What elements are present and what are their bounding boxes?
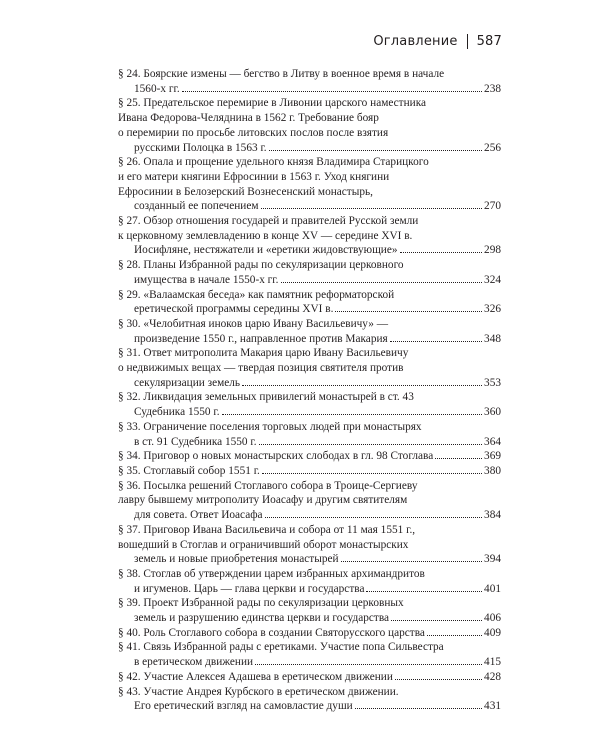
toc-entry[interactable] bbox=[118, 449, 501, 464]
toc-entry-page-number: 431 bbox=[484, 700, 501, 713]
header-separator bbox=[467, 34, 468, 49]
table-of-contents bbox=[118, 67, 501, 714]
toc-entry-page-number: 409 bbox=[484, 626, 501, 639]
toc-entry-line: в еретическом движении bbox=[134, 656, 254, 669]
dot-leader bbox=[341, 561, 483, 562]
toc-entry-line: созданный ее попечением bbox=[134, 200, 259, 213]
toc-entry-page-number: 353 bbox=[484, 376, 501, 389]
toc-entry-line: § 43. Участие Андрея Курбского в еретическом движении. bbox=[118, 685, 399, 698]
toc-entry[interactable] bbox=[118, 567, 501, 596]
toc-entry-line: имущества в начале 1550-х гг. bbox=[134, 273, 279, 286]
toc-entry-line: Иосифляне, нестяжатели и «еретики жидовствующие» bbox=[134, 244, 398, 257]
toc-entry-line: § 34. Приговор о новых монастырских слободах в гл. 98 Стоглава bbox=[118, 450, 434, 463]
toc-entry[interactable] bbox=[118, 214, 501, 258]
dot-leader bbox=[242, 385, 482, 386]
toc-entry-last-line bbox=[134, 699, 501, 714]
toc-entry-last-line bbox=[134, 582, 501, 597]
toc-entry[interactable] bbox=[118, 258, 501, 287]
toc-entry-line: § 31. Ответ митрополита Макария царю Ивану Васильевичу bbox=[118, 347, 409, 360]
toc-entry-last-line bbox=[134, 302, 501, 317]
toc-entry[interactable] bbox=[118, 317, 501, 346]
toc-entry-last-line bbox=[118, 464, 501, 479]
toc-entry[interactable] bbox=[118, 640, 501, 669]
toc-entry-line: § 29. «Валаамская беседа» как памятник реформаторской bbox=[118, 288, 395, 301]
toc-entry-line: § 25. Предательское перемирие в Ливонии царского наместника bbox=[118, 97, 427, 110]
header-section-title: Оглавление bbox=[373, 34, 458, 49]
toc-entry-line: о перемирии по просьбе литовских послов после взятия bbox=[118, 126, 389, 139]
dot-leader bbox=[265, 517, 483, 518]
toc-entry[interactable] bbox=[118, 685, 501, 714]
toc-entry-page-number: 428 bbox=[484, 670, 501, 683]
toc-entry-page-number: 360 bbox=[484, 406, 501, 419]
toc-entry-page-number: 394 bbox=[484, 553, 501, 566]
dot-leader bbox=[269, 150, 482, 151]
toc-entry-last-line bbox=[134, 332, 501, 347]
toc-entry-last-line bbox=[118, 626, 501, 641]
toc-entry-line: § 40. Роль Стоглавого собора в создании Святорусского царства bbox=[118, 626, 425, 639]
toc-entry-line: и игуменов. Царь — глава церкви и государства bbox=[134, 582, 365, 595]
toc-entry-last-line bbox=[134, 376, 501, 391]
toc-entry-last-line bbox=[134, 82, 501, 97]
toc-entry[interactable] bbox=[118, 464, 501, 479]
toc-entry-last-line bbox=[134, 405, 501, 420]
toc-entry-line: и его матери княгини Ефросинии в 1563 г. Уход княгини bbox=[118, 170, 390, 183]
toc-entry-line: земель и разрушению единства церкви и государства bbox=[134, 612, 390, 625]
toc-entry-line: § 28. Планы Избранной рады по секуляризации церковного bbox=[118, 259, 404, 272]
toc-entry-page-number: 401 bbox=[484, 582, 501, 595]
toc-entry[interactable] bbox=[118, 96, 501, 155]
toc-entry[interactable] bbox=[118, 670, 501, 685]
dot-leader bbox=[262, 473, 482, 474]
toc-entry-last-line bbox=[118, 670, 501, 685]
toc-entry-line: Ефросинии в Белозерский Вознесенский монастырь, bbox=[118, 185, 373, 198]
toc-entry-line: секуляризации земель bbox=[134, 376, 241, 389]
toc-entry-line: § 41. Связь Избранной рады с еретиками. Участие попа Сильвестра bbox=[118, 641, 444, 654]
toc-entry-last-line bbox=[134, 199, 501, 214]
toc-entry-line: § 24. Боярские измены — бегство в Литву в военное время в начале bbox=[118, 68, 445, 80]
toc-entry[interactable] bbox=[118, 596, 501, 625]
dot-leader bbox=[281, 282, 483, 283]
dot-leader bbox=[391, 620, 482, 621]
toc-entry[interactable] bbox=[118, 626, 501, 641]
toc-entry-line: § 27. Обзор отношения государей и правителей Русской земли bbox=[118, 215, 419, 228]
toc-entry-last-line bbox=[134, 141, 501, 156]
header-page-number: 587 bbox=[476, 34, 502, 49]
toc-entry-page-number: 238 bbox=[484, 82, 501, 95]
dot-leader bbox=[427, 635, 482, 636]
toc-entry-line: § 26. Опала и прощение удельного князя Владимира Старицкого bbox=[118, 156, 429, 169]
toc-entry-line: § 36. Посылка решений Стоглавого собора в Троице-Сергиеву bbox=[118, 479, 418, 492]
toc-entry-line: произведение 1550 г., направленное против Макария bbox=[134, 332, 388, 345]
dot-leader bbox=[261, 208, 483, 209]
toc-entry-line: § 33. Ограничение поселения торговых людей при монастырях bbox=[118, 420, 422, 433]
toc-entry-line: § 32. Ликвидация земельных привилегий монастырей в ст. 43 bbox=[118, 391, 414, 404]
toc-entry-line: еретической программы середины XVI в. bbox=[134, 303, 334, 316]
toc-entry-line: Ивана Федорова-Челяднина в 1562 г. Требование бояр bbox=[118, 112, 379, 125]
toc-entry-page-number: 380 bbox=[484, 464, 501, 477]
dot-leader bbox=[182, 91, 482, 92]
toc-entry[interactable] bbox=[118, 523, 501, 567]
toc-entry-page-number: 348 bbox=[484, 332, 501, 345]
toc-entry-page-number: 406 bbox=[484, 612, 501, 625]
toc-entry[interactable] bbox=[118, 479, 501, 523]
toc-entry[interactable] bbox=[118, 67, 501, 96]
toc-entry-last-line bbox=[134, 552, 501, 567]
toc-entry[interactable] bbox=[118, 155, 501, 214]
toc-entry-page-number: 298 bbox=[484, 244, 501, 257]
dot-leader bbox=[435, 458, 482, 459]
toc-entry-page-number: 369 bbox=[484, 450, 501, 463]
toc-entry-line: вошедший в Стоглав и ограничивший оборот монастырских bbox=[118, 538, 409, 551]
toc-entry-last-line bbox=[134, 508, 501, 523]
toc-entry-line: § 37. Приговор Ивана Васильевича и собора от 11 мая 1551 г., bbox=[118, 523, 416, 536]
toc-entry-page-number: 256 bbox=[484, 141, 501, 154]
toc-entry-line: о недвижимых вещах — твердая позиция святителя против bbox=[118, 362, 404, 375]
toc-entry-line: Судебника 1550 г. bbox=[134, 406, 220, 419]
dot-leader bbox=[335, 311, 482, 312]
toc-entry-line: § 30. «Челобитная иноков царю Ивану Васильевичу» — bbox=[118, 317, 388, 330]
toc-entry-page-number: 364 bbox=[484, 435, 501, 448]
toc-entry-page-number: 324 bbox=[484, 273, 501, 286]
toc-entry-line: 1560-х гг. bbox=[134, 82, 180, 95]
toc-entry-line: § 38. Стоглав об утверждении царем избранных архимандритов bbox=[118, 567, 425, 580]
toc-entry-last-line bbox=[134, 435, 501, 450]
dot-leader bbox=[255, 664, 482, 665]
toc-entry-last-line bbox=[134, 273, 501, 288]
toc-entry-page-number: 384 bbox=[484, 509, 501, 522]
dot-leader bbox=[366, 591, 482, 592]
toc-entry[interactable] bbox=[118, 390, 501, 419]
dot-leader bbox=[400, 252, 483, 253]
toc-entry-line: § 39. Проект Избранной рады по секуляризации церковных bbox=[118, 597, 404, 610]
toc-entry-last-line bbox=[118, 449, 501, 464]
dot-leader bbox=[390, 341, 482, 342]
toc-entry-last-line bbox=[134, 243, 501, 258]
toc-entry[interactable] bbox=[118, 288, 501, 317]
dot-leader bbox=[395, 679, 482, 680]
toc-entry-line: лавру бывшему митрополиту Иоасафу и другим святителям bbox=[118, 494, 408, 507]
toc-entry-line: земель и новые приобретения монастырей bbox=[134, 553, 339, 566]
toc-entry-page-number: 415 bbox=[484, 656, 501, 669]
toc-entry-line: в ст. 91 Судебника 1550 г. bbox=[134, 435, 257, 448]
toc-entry-page-number: 270 bbox=[484, 200, 501, 213]
toc-entry-line: § 42. Участие Алексея Адашева в еретическом движении bbox=[118, 670, 393, 683]
dot-leader bbox=[355, 708, 482, 709]
toc-entry-last-line bbox=[134, 655, 501, 670]
toc-entry-line: § 35. Стоглавый собор 1551 г. bbox=[118, 464, 260, 477]
running-header bbox=[373, 34, 502, 49]
dot-leader bbox=[222, 414, 482, 415]
dot-leader bbox=[259, 444, 482, 445]
toc-entry[interactable] bbox=[118, 420, 501, 449]
toc-entry-line: для совета. Ответ Иоасафа bbox=[134, 509, 263, 522]
toc-entry-line: Его еретический взгляд на самовластие души bbox=[134, 700, 353, 713]
toc-entry[interactable] bbox=[118, 346, 501, 390]
toc-entry-line: к церковному землевладению в конце XV — середине XVI в. bbox=[118, 229, 413, 242]
toc-entry-line: русскими Полоцка в 1563 г. bbox=[134, 141, 267, 154]
toc-entry-last-line bbox=[134, 611, 501, 626]
toc-entry-page-number: 326 bbox=[484, 303, 501, 316]
